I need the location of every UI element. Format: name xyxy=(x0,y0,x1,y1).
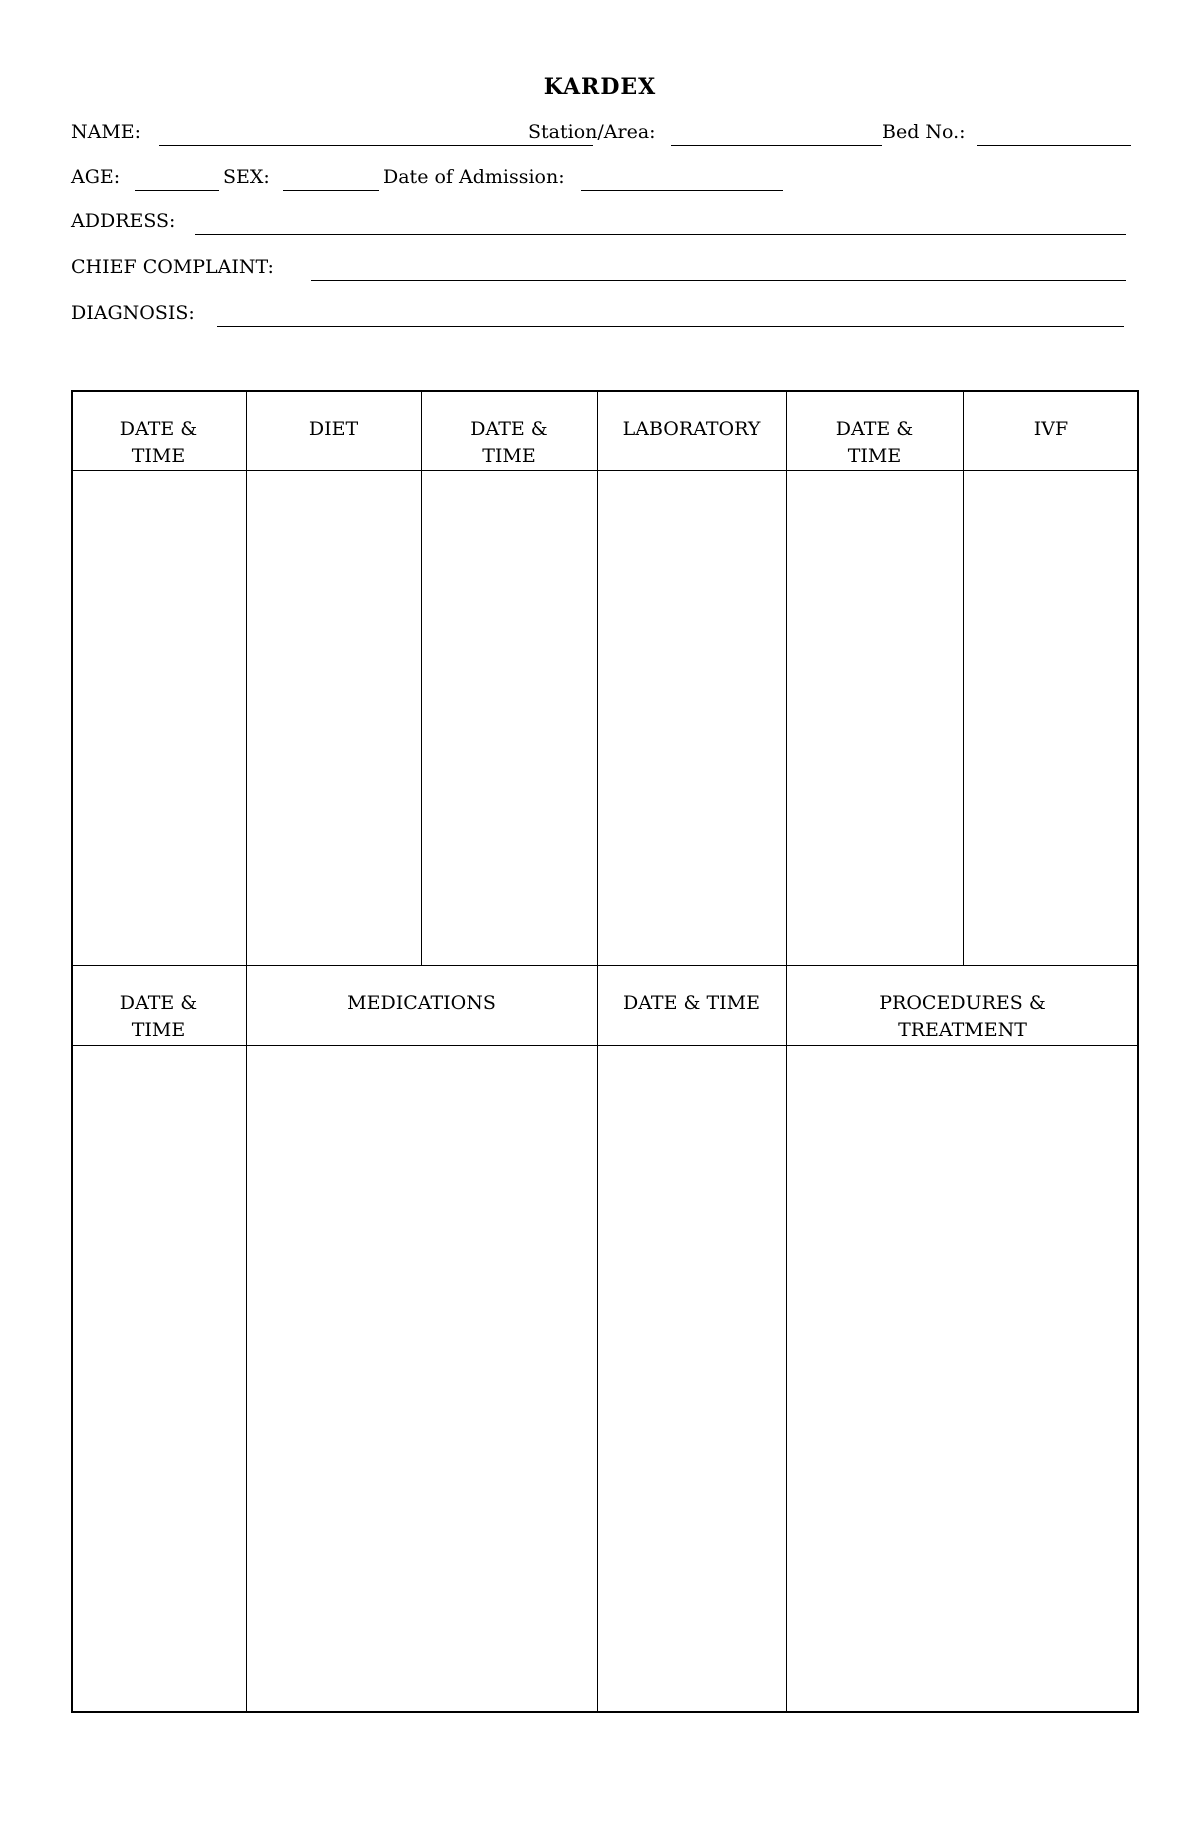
top-header-diet: DIET xyxy=(308,418,359,440)
bottom-header-date-time-2: DATE & TIME xyxy=(623,992,760,1014)
top-header-laboratory: LABORATORY xyxy=(622,418,761,440)
top-header-date-time-2: DATE & TIME xyxy=(470,418,548,467)
top-cell-laboratory[interactable] xyxy=(597,471,786,965)
header-row-4 xyxy=(71,256,1126,282)
bottom-header-procedures: PROCEDURES & TREATMENT xyxy=(879,992,1046,1041)
diagnosis-label: DIAGNOSIS: xyxy=(71,302,195,324)
complaint-label: CHIEF COMPLAINT: xyxy=(71,256,274,278)
section-divider xyxy=(71,965,1139,966)
bed-field[interactable] xyxy=(977,145,1131,146)
top-cell-date-time-2[interactable] xyxy=(421,471,597,965)
header-row-2 xyxy=(71,166,791,192)
bottom-cell-date-time-1[interactable] xyxy=(71,1046,246,1713)
bottom-header-date-time-1: DATE & TIME xyxy=(119,992,198,1041)
top-header-date-time-1: DATE & TIME xyxy=(119,418,198,467)
sex-field[interactable] xyxy=(283,190,379,191)
sex-label: SEX: xyxy=(223,166,270,188)
diagnosis-field[interactable] xyxy=(217,326,1124,327)
admission-field[interactable] xyxy=(581,190,783,191)
complaint-field[interactable] xyxy=(311,280,1126,281)
bottom-cell-medications[interactable] xyxy=(246,1046,597,1713)
age-field[interactable] xyxy=(135,190,219,191)
station-field[interactable] xyxy=(671,145,882,146)
header-row-1 xyxy=(71,121,1131,147)
bottom-cell-date-time-2[interactable] xyxy=(597,1046,786,1713)
station-label: Station/Area: xyxy=(528,121,656,143)
header-row-5 xyxy=(71,302,1126,328)
name-field[interactable] xyxy=(159,145,593,146)
admission-label: Date of Admission: xyxy=(383,166,565,188)
top-header-date-time-3: DATE & TIME xyxy=(835,418,914,467)
top-cell-ivf[interactable] xyxy=(963,471,1139,965)
header-row-3 xyxy=(71,210,1126,236)
top-header-ivf: IVF xyxy=(1033,418,1069,440)
top-cell-date-time-3[interactable] xyxy=(786,471,963,965)
top-cell-date-time-1[interactable] xyxy=(71,471,246,965)
age-label: AGE: xyxy=(71,166,121,188)
top-cell-diet[interactable] xyxy=(246,471,421,965)
name-label: NAME: xyxy=(71,121,142,143)
address-label: ADDRESS: xyxy=(71,210,176,232)
address-field[interactable] xyxy=(195,234,1126,235)
form-title: KARDEX xyxy=(543,74,657,100)
bed-label: Bed No.: xyxy=(882,121,966,143)
bottom-header-medications: MEDICATIONS xyxy=(347,992,496,1014)
bottom-cell-procedures[interactable] xyxy=(786,1046,1139,1713)
